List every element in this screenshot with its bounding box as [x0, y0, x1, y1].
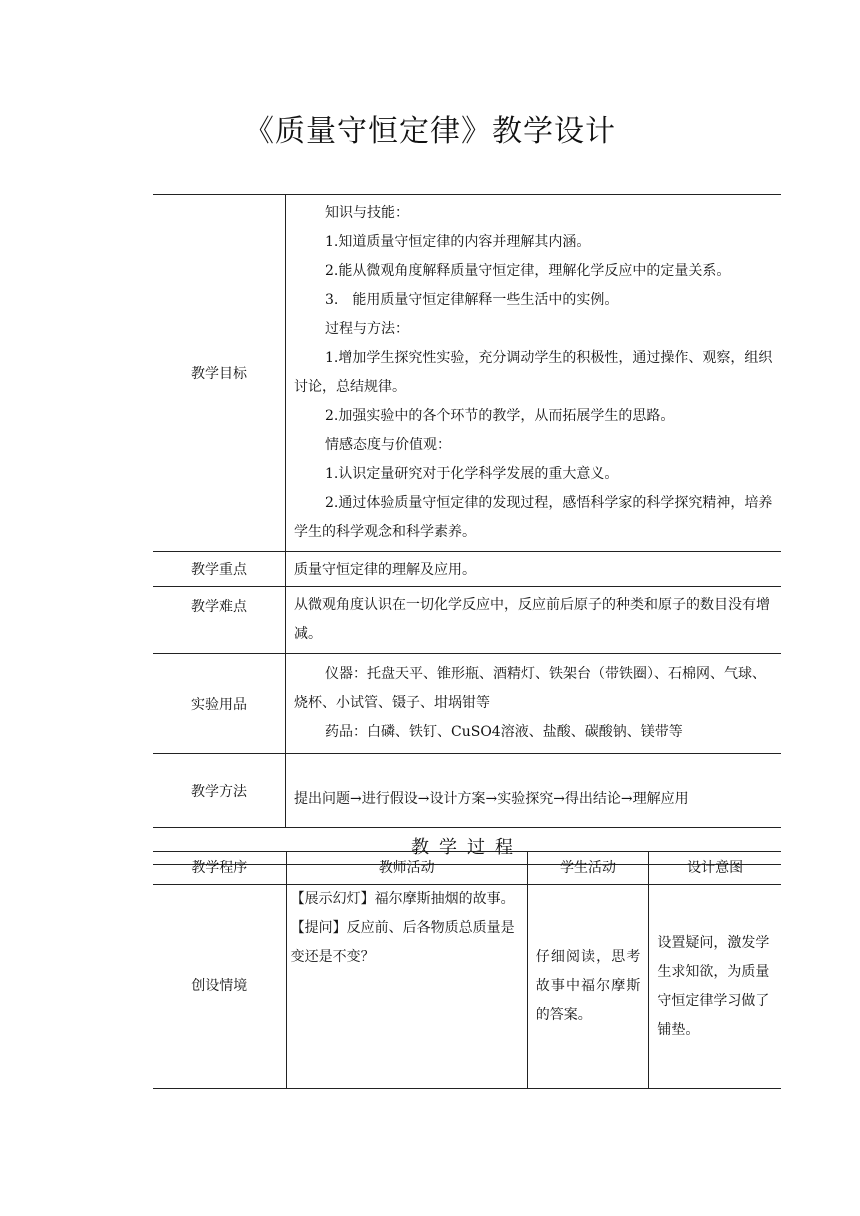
- page-title: 《质量守恒定律》教学设计: [244, 114, 616, 149]
- teacher-line: 【提问】反应前、后各物质总质量是变还是不变？: [290, 920, 515, 965]
- goals-line: 2.通过体验质量守恒定律的发现过程，感悟科学家的科学探究精神，培养学生的科学观念和科学素养。: [294, 495, 773, 540]
- difficulty-row: [153, 587, 781, 654]
- header-student: 学生活动: [527, 852, 649, 885]
- goals-line: 1.增加学生探究性实验，充分调动学生的积极性，通过操作、观察，组织讨论，总结规律。: [294, 350, 773, 395]
- goals-line: 2.加强实验中的各个环节的教学，从而拓展学生的思路。: [325, 408, 675, 424]
- key-point-text: 质量守恒定律的理解及应用。: [286, 552, 782, 587]
- materials-label: 实验用品: [153, 654, 286, 754]
- key-point-label: 教学重点: [153, 552, 286, 587]
- process-header-row: [153, 852, 781, 885]
- goals-line: 知识与技能：: [325, 205, 409, 221]
- goals-line: 1.知道质量守恒定律的内容并理解其内涵。: [325, 234, 591, 250]
- goals-row: [153, 195, 781, 552]
- teacher-cell: [286, 885, 527, 1089]
- goals-line: 过程与方法：: [325, 321, 409, 337]
- goals-line: 1.认识定量研究对于化学科学发展的重大意义。: [325, 466, 619, 482]
- difficulty-text: [286, 587, 782, 654]
- goals-label: 教学目标: [153, 195, 286, 552]
- goals-line: 3. 能用质量守恒定律解释一些生活中的实例。: [325, 292, 619, 308]
- intent-cell: 设置疑问，激发学生求知欲，为质量守恒定律学习做了铺垫。: [649, 885, 781, 1089]
- method-row: [153, 754, 781, 828]
- goals-line: 2.能从微观角度解释质量守恒定律，理解化学反应中的定量关系。: [325, 263, 731, 279]
- method-text: 提出问题→进行假设→设计方案→实验探究→得出结论→理解应用: [286, 754, 782, 828]
- stage-cell: 创设情境: [153, 885, 286, 1089]
- difficulty-label: 教学难点: [153, 587, 286, 654]
- student-cell: 仔细阅读，思考故事中福尔摩斯的答案。: [527, 885, 649, 1089]
- lesson-info-table: [153, 194, 781, 865]
- goals-content: [286, 195, 782, 552]
- teacher-line: 【展示幻灯】福尔摩斯抽烟的故事。: [290, 891, 515, 907]
- table-row: [153, 885, 781, 1089]
- header-intent: 设计意图: [649, 852, 781, 885]
- materials-content: [286, 654, 782, 754]
- key-point-row: [153, 552, 781, 587]
- materials-instruments: 仪器：托盘天平、锥形瓶、酒精灯、铁架台（带铁圈）、石棉网、气球、烧杯、小试管、镊子、坩埚钳等: [294, 666, 766, 711]
- header-stage: 教学程序: [153, 852, 286, 885]
- method-label: 教学方法: [153, 754, 286, 828]
- materials-reagents: 药品：白磷、铁钉、CuSO4溶液、盐酸、碳酸钠、镁带等: [325, 724, 683, 740]
- goals-line: 情感态度与价值观：: [325, 437, 451, 453]
- header-teacher: 教师活动: [286, 852, 527, 885]
- process-table: [153, 851, 781, 1089]
- difficulty-line: 从微观角度认识在一切化学反应中，反应前后原子的种类和原子的数目没有增减。: [294, 597, 770, 642]
- process-heading: 教学过程: [153, 828, 781, 865]
- materials-row: [153, 654, 781, 754]
